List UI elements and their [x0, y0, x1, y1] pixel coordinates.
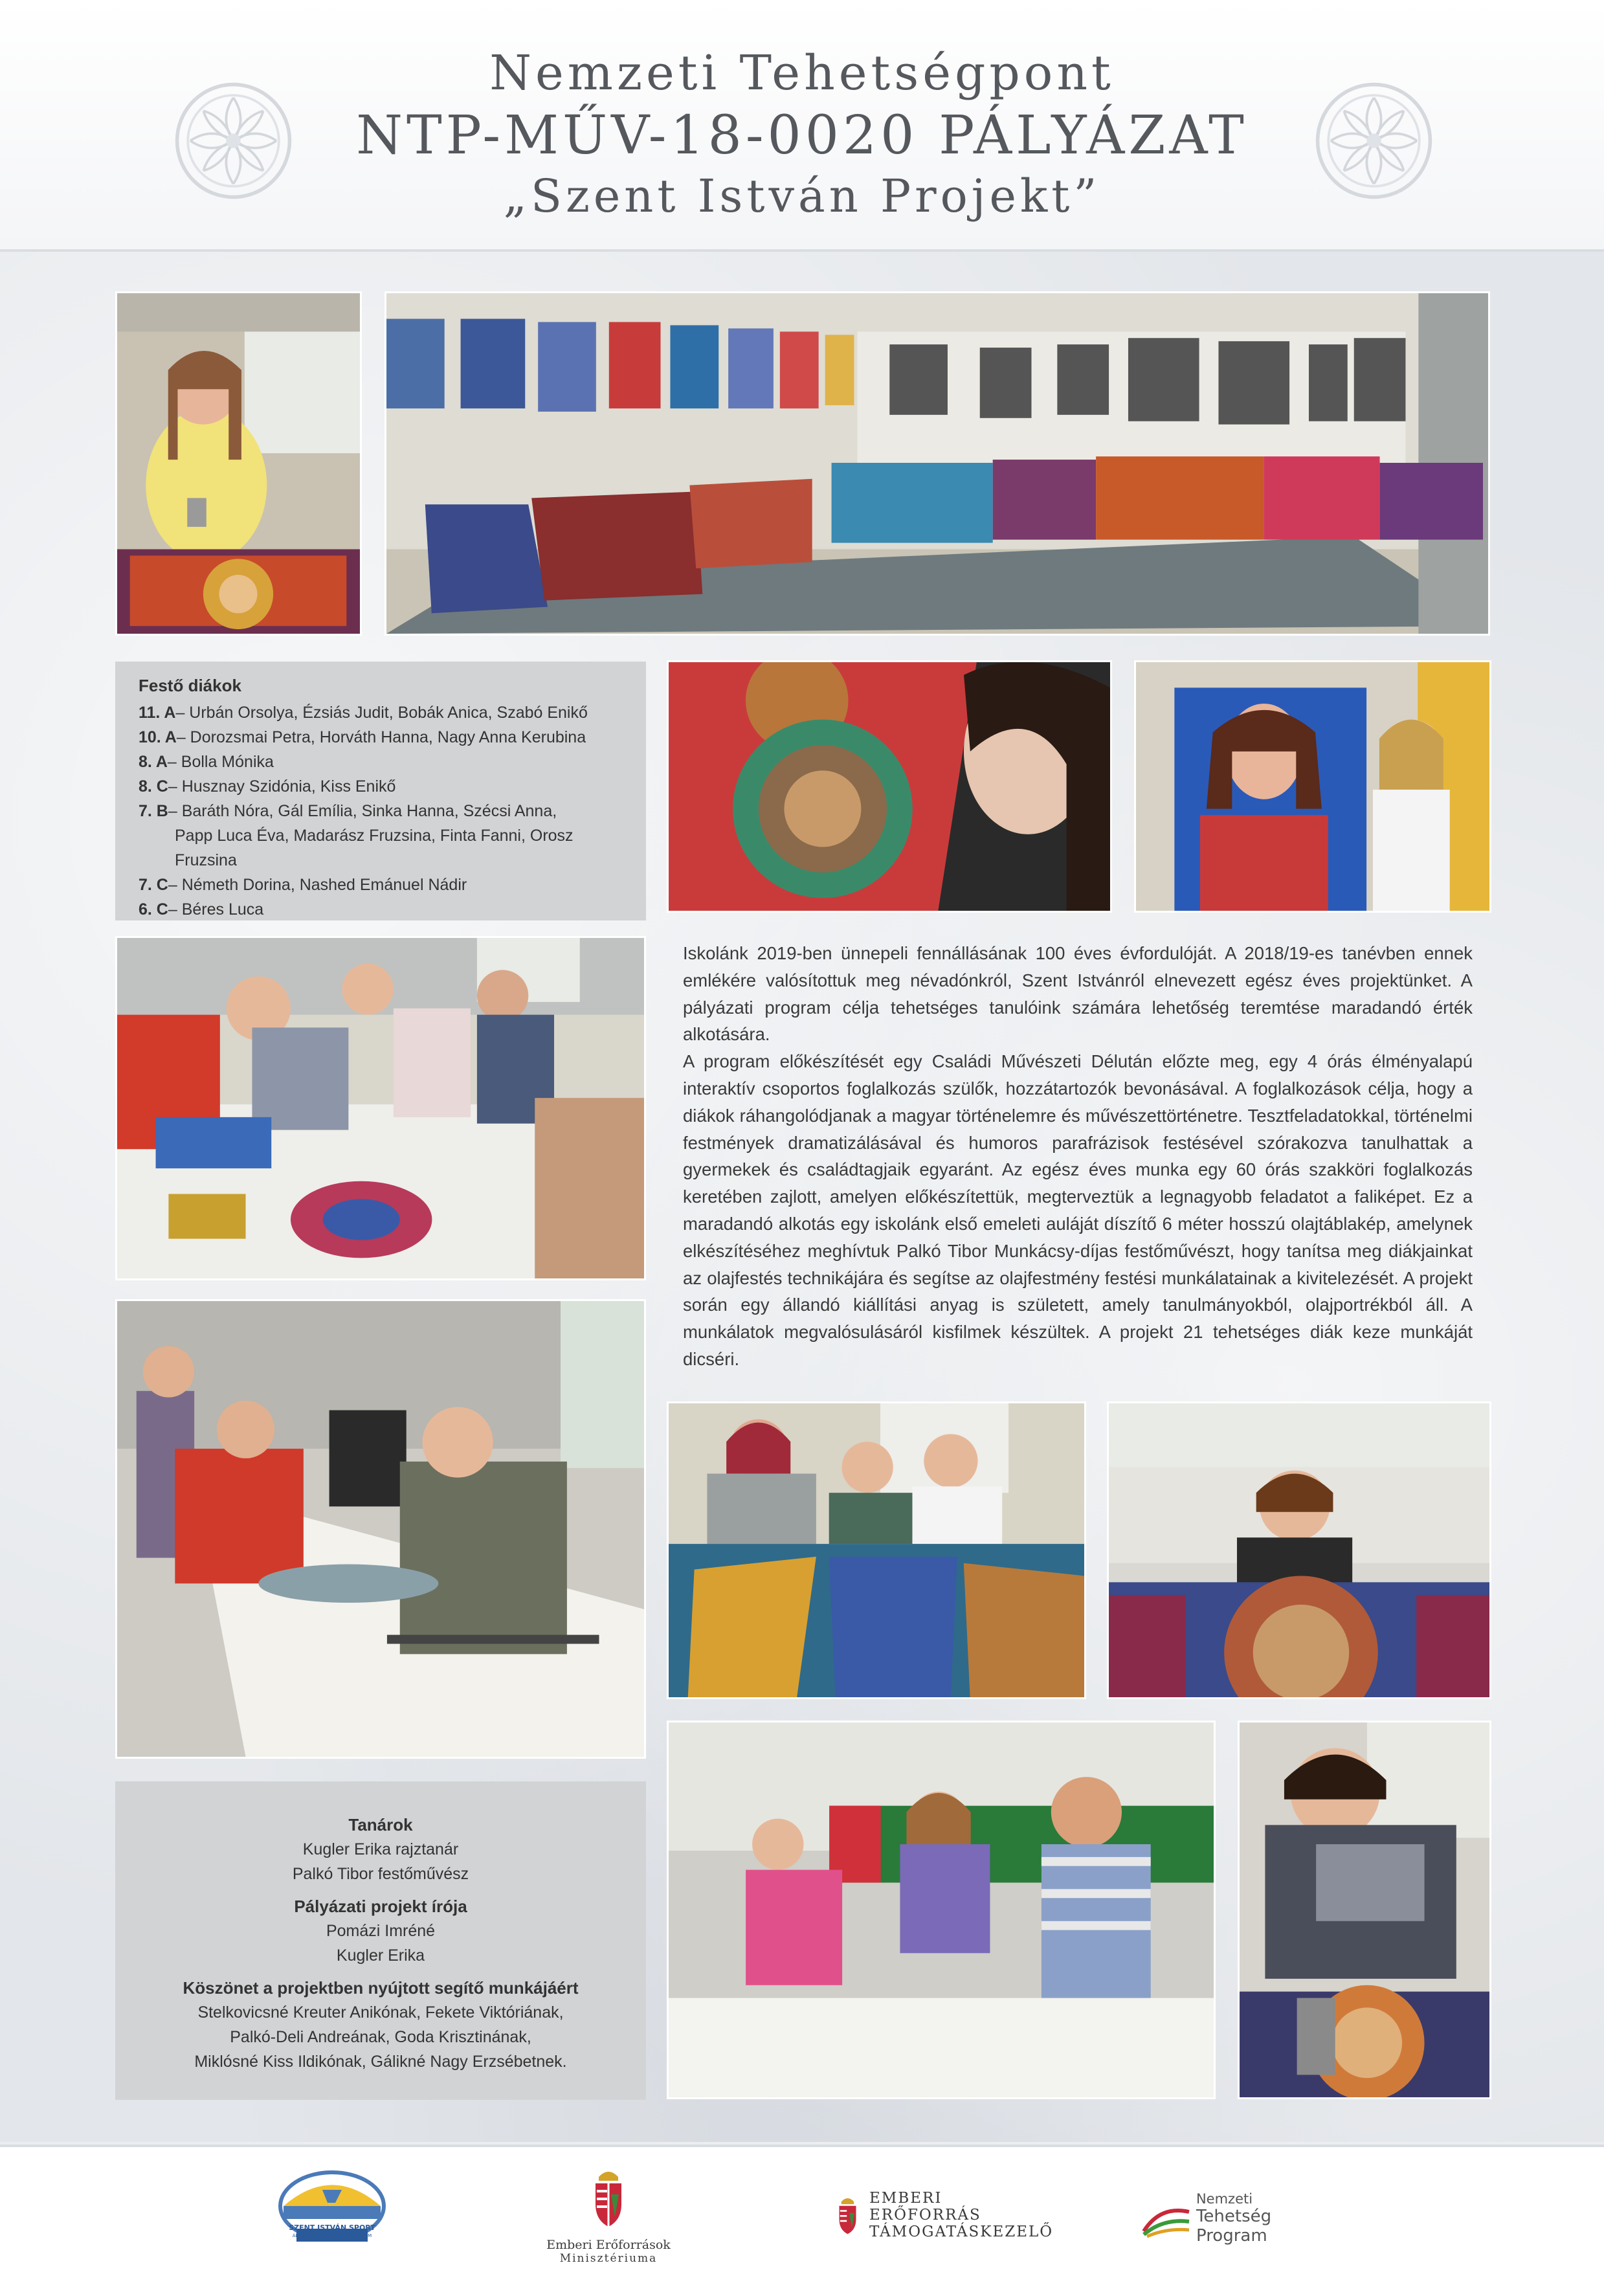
students-panel [115, 662, 646, 920]
title-line-3: „Szent István Projekt” [503, 170, 1101, 223]
ministry-logo [544, 2165, 673, 2265]
students-heading: Festő diákok [139, 676, 241, 695]
thanks-line: Palkó-Deli Andreának, Goda Krisztinának, [230, 2028, 531, 2046]
ntp-logo [1141, 2191, 1348, 2246]
hungarian-coat-of-arms-icon [589, 2165, 628, 2230]
ministry-line-1: Emberi Erőforrások [546, 2238, 671, 2252]
photo-boy-painting [1238, 1721, 1491, 2099]
teacher-line: Kugler Erika rajztanár [302, 1840, 459, 1858]
teachers-panel [115, 1781, 646, 2100]
school-logo [277, 2170, 387, 2238]
thanks-heading: Köszönet a projektben nyújtott segítő munkájáért [183, 1978, 579, 1998]
photo-girl-smiling-at-painting [1107, 1401, 1491, 1699]
thanks-line: Miklósné Kiss Ildikónak, Gálikné Nagy Erzsébetnek. [194, 2053, 567, 2071]
title-line-2: NTP-MŰV-18-0020 PÁLYÁZAT [356, 105, 1248, 166]
author-line: Pomázi Imréné [326, 1922, 436, 1940]
student-row-continuation: Papp Luca Éva, Madarász Fruzsina, Finta Fanni, Orosz Fruzsina [175, 827, 574, 869]
header [0, 0, 1604, 252]
student-row: 8. A – Bolla Mónika [139, 753, 274, 771]
student-row: 7. C – Németh Dorina, Nashed Emánuel Nádir [139, 876, 467, 894]
photo-three-girls-with-painting [667, 1401, 1086, 1699]
photo-girl-painting [115, 291, 362, 636]
description-paragraph-2: A program előkészítését egy Családi Művészeti Délután előzte meg, egy 4 órás élményalapú interaktív csoportos foglalkozás szülők, hozzátartozók bevonásával. A foglalkozások célja, hogy a diákok ráhangolódjanak a magyar történelemre és művészettörténetre. Tesztfeladatokkal, történelmi festmények dramatizálásával és humoros parafrázisok festésével szórakozva tanulhattak a gyermekek és családtagjaik egyaránt. Az egész éves munka egy 60 órás szakköri foglalkozás keretében zajlott, amelyen előkészítettük, megterveztük a legnagyobb feladatot a faliképet. Ez a maradandó alkotás egy iskolánk első emeleti auláját díszítő 6 méter hosszú olajtáblakép, amelynek elkészítéséhez meghívtuk Palkó Tibor Munkácsy-díjas festőművészt, hogy tanítsa meg diákjainkat az olajfestés technikájára és segítse az olajfestmény festési munkálatainak a kivitelezését. A projekt során egy állandó kiállítási anyag is született, amely tanulmányokból, olajportrékból áll. A munkálatok megvalósulásáról kisfilmek készültek. A projekt 21 tehetséges diák keze munkáját dicséri. [683, 1051, 1473, 1369]
school-logo-name: SZENT ISTVÁN SPORT [289, 2224, 375, 2232]
photo-portrait-painting [1134, 660, 1491, 913]
ntp-swoosh-icon [1141, 2199, 1192, 2238]
photo-students-painting-table [115, 936, 646, 1280]
student-row: 10. A – Dorozsmai Petra, Horváth Hanna, Nagy Anna Kerubina [139, 728, 586, 746]
author-line: Kugler Erika [336, 1946, 425, 1965]
student-row: 11. A – Urbán Orsolya, Ézsiás Judit, Bobák Anica, Szabó Enikő [139, 704, 588, 722]
emet-line-2: TÁMOGATÁSKEZELŐ [869, 2224, 1054, 2240]
emet-line-1: EMBERI ERŐFORRÁS [869, 2190, 981, 2224]
student-row: 6. C – Béres Luca [139, 900, 264, 919]
teacher-line: Palkó Tibor festőművész [292, 1865, 469, 1883]
ministry-line-2: Minisztériuma [559, 2252, 658, 2265]
school-logo-sub: ÁLTALÁNOS ISKOLA ÉS GIMNÁZIUM [292, 2233, 372, 2238]
footer [0, 2145, 1604, 2296]
photo-exhibition-room [384, 291, 1490, 636]
student-row: 7. B – Baráth Nóra, Gál Emília, Sinka Hanna, Szécsi Anna, [139, 802, 557, 820]
thanks-line: Stelkovicsné Kreuter Anikónak, Fekete Viktóriának, [197, 2003, 564, 2022]
photo-closeup-painting [667, 660, 1112, 913]
author-heading: Pályázati projekt írója [294, 1897, 467, 1916]
ntp-line-2: Tehetség Program [1196, 2207, 1272, 2246]
project-description [683, 940, 1473, 1373]
photo-teachers-and-students [667, 1721, 1216, 2099]
teachers-heading: Tanárok [348, 1815, 413, 1834]
emet-logo [835, 2190, 1055, 2240]
student-row: 8. C – Husznay Szidónia, Kiss Enikő [139, 777, 396, 796]
ntp-line-1: Nemzeti [1196, 2191, 1253, 2207]
emet-coat-of-arms-icon [835, 2194, 860, 2236]
title-line-1: Nemzeti Tehetségpont [489, 45, 1115, 101]
description-paragraph-1: Iskolánk 2019-ben ünnepeli fennállásának 100 éves évfordulóját. A 2018/19-es tanévben ennek emlékére valósítottuk meg névadónkról, Szent Istvánról elnevezett egész éves projektünket. A pályázati program célja tehetséges tanulóink számára lehetőség teremtése maradandó érték alkotására. [683, 943, 1473, 1045]
photo-students-drawing-long-table [115, 1299, 646, 1759]
